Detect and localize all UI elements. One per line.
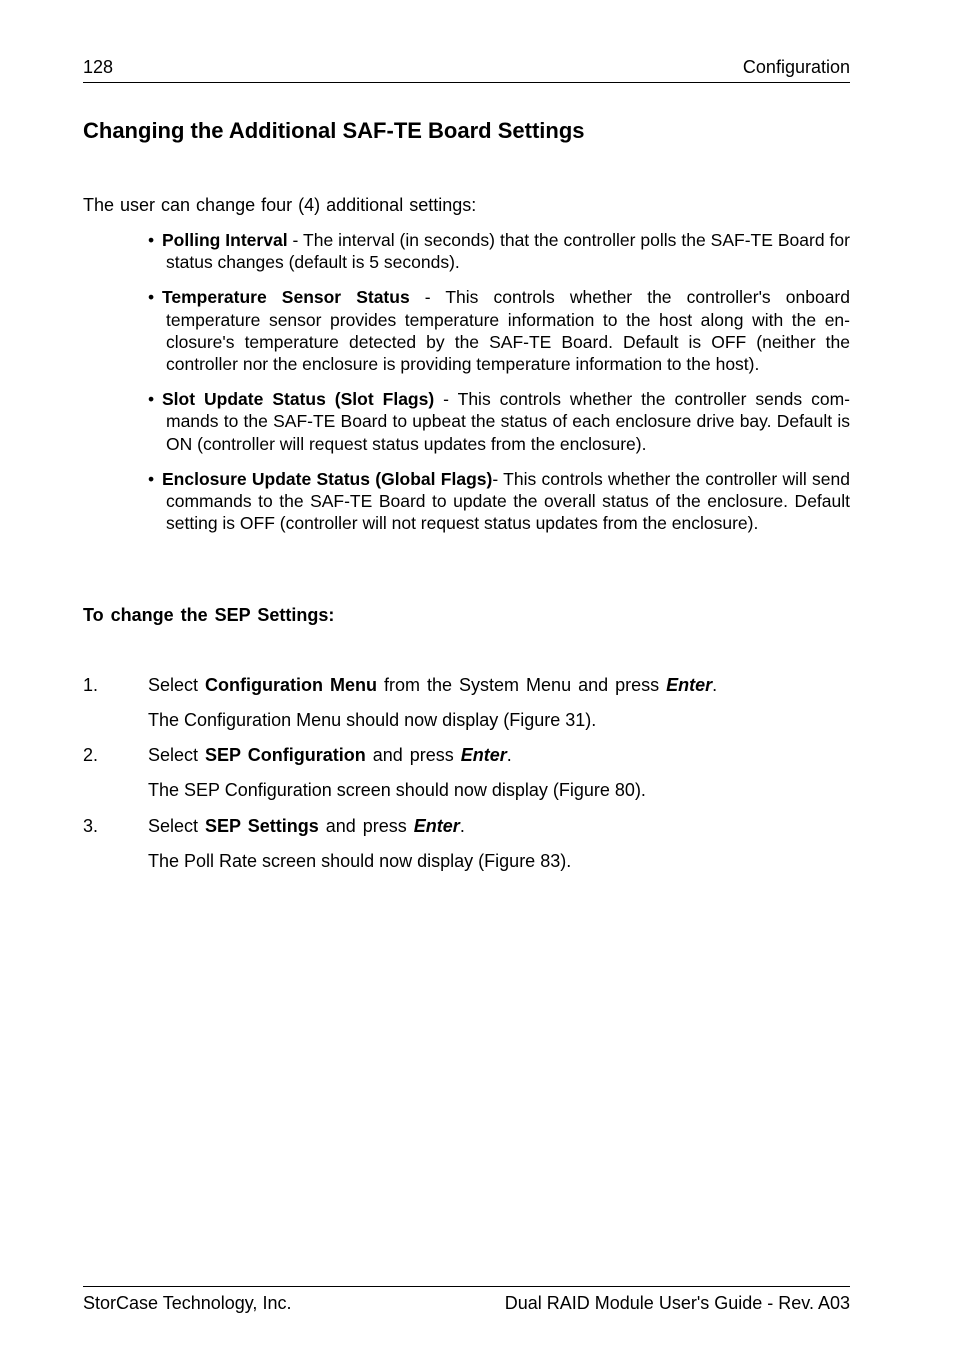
bullet-icon: •: [148, 468, 155, 489]
list-item: [148, 229, 850, 273]
footer-document: Dual RAID Module User's Guide - Rev. A03: [504, 1293, 850, 1313]
step-2-note: The SEP Configuration screen should now display (Figure 80).: [148, 780, 646, 800]
list-item: [148, 286, 850, 375]
step-text: Select SEP Configuration and press Enter.: [148, 745, 512, 765]
setting-term: Polling Interval: [162, 230, 288, 250]
section-title: Changing the Additional SAF-TE Board Settings: [83, 118, 585, 143]
setting-term: Temperature Sensor Status: [162, 287, 410, 308]
step-text: Select Configuration Menu from the System Menu and press Enter.: [148, 675, 718, 695]
footer-rule: [83, 1286, 850, 1287]
bullet-icon: •: [148, 230, 155, 250]
header-rule: [83, 82, 850, 83]
header-page-number: 128: [83, 57, 114, 77]
bullet-icon: •: [148, 287, 155, 308]
key-name: Enter: [666, 675, 713, 695]
header-section: Configuration: [742, 57, 850, 77]
setting-description: - This controls whether the controller's onboard temperature sensor provides temperature information to the host along with the en-closure's temperature detected by the SAF-TE Board. Default is OFF (neither the controller nor the enclosure is providing temperature information to the host).: [166, 287, 850, 375]
step-1-note: The Configuration Menu should now display (Figure 31).: [148, 710, 597, 730]
setting-description: - This controls whether the controller sends com-mands to the SAF-TE Board to upbeat the status of each enclosure drive bay. Default is ON (controller will request status updates from the enclosure).: [166, 389, 850, 454]
step-number: 1.: [83, 675, 99, 695]
list-item: [148, 468, 850, 535]
menu-item-name: SEP Configuration: [205, 745, 366, 765]
key-name: Enter: [413, 816, 460, 836]
bullet-icon: •: [148, 389, 155, 410]
list-item: [148, 388, 850, 455]
key-name: Enter: [460, 745, 507, 765]
intro-text: The user can change four (4) additional settings:: [83, 195, 477, 215]
step-text: Select SEP Settings and press Enter.: [148, 816, 465, 836]
setting-description: - The interval (in seconds) that the controller polls the SAF-TE Board for status changes (default is 5 seconds).: [166, 230, 850, 273]
footer-company: StorCase Technology, Inc.: [83, 1293, 292, 1313]
procedure-heading: To change the SEP Settings:: [83, 605, 335, 625]
menu-item-name: Configuration Menu: [205, 675, 378, 695]
step-3-note: The Poll Rate screen should now display (Figure 83).: [148, 851, 572, 871]
settings-list: [148, 229, 850, 547]
step-number: 3.: [83, 816, 99, 836]
setting-term: Slot Update Status (Slot Flags): [162, 389, 435, 410]
setting-description: - This controls whether the controller will send commands to the SAF-TE Board to update the overall status of the enclosure. Default setting is OFF (controller will not request status updates from the enclosure).: [166, 468, 850, 534]
step-number: 2.: [83, 745, 99, 765]
menu-item-name: SEP Settings: [205, 816, 319, 836]
setting-term: Enclosure Update Status (Global Flags): [162, 468, 493, 489]
